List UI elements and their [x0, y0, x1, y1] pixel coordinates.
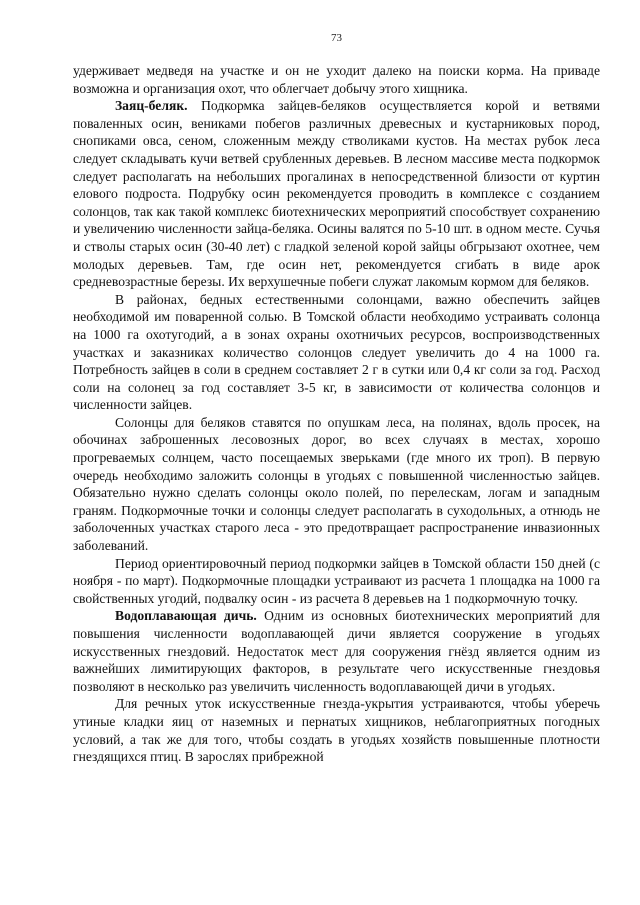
body-text [73, 62, 600, 766]
paragraph-text: удерживает медведя на участке и он не уходит далеко на поиски корма. На приваде возможна и организация охот, что облегчает добычу этого хищника. [73, 63, 600, 96]
paragraph-text: Солонцы для беляков ставятся по опушкам леса, на полянах, вдоль просек, на обочинах заброшенных лесовозных дорог, во всех случаях в местах, хорошо прогреваемых солнцем, часто посещаемых зверьками (где много их троп). В первую очередь необходимо заложить солонцы в угодьях с повышенной численностью зайцев. Обязательно нужно сделать солонцы около полей, по перелескам, логам и западным граням. Подкормочные точки и солонцы следует располагать в суходольных, а отнюдь не заболоченных участках старого леса - это предотвращает распространение инвазионных заболеваний. [73, 414, 600, 554]
paragraph-text: Одним из основных биотехнических мероприятий для повышения численности водоплавающей дичи является сооружение в угодьях искусственных гнездовий. Недостаток мест для сооружения гнёзд является одним из важнейших лимитирующих факторов, в результате чего искусственные гнездовья позволяют в несколько раз увеличить численность водоплавающей дичи в угодьях. [73, 608, 600, 694]
paragraph-salt-placement [73, 414, 600, 555]
paragraph-hare [73, 97, 600, 291]
section-heading-hare: Заяц-беляк. [115, 98, 188, 114]
paragraph-text: Подкормка зайцев-беляков осуществляется корой и ветвями поваленных осин, вениками побегов различных древесных и кустарниковых пород, снопиками овса, сеном, сложенным между стволиками кустов. На местах рубок леса следует складывать кучи ветвей срубленных деревьев. В лесном массиве места подкормок следует располагать на небольших прогалинах в непосредственной близости от куртин елового подроста. Подрубку осин рекомендуется проводить в комплексе с созданием солонцов, так как такой комплекс биотехнических мероприятий способствует сохранению и увеличению численности зайца-беляка. Осины валятся по 5-10 шт. в одном месте. Сучья и стволы старых осин (30-40 лет) с гладкой зеленой корой зайцы обгрызают охотнее, чем молодых деревьев. Там, где осин нет, рекомендуется сгибать в виде арок средневозрастные березы. Их верхушечные побеги служат лакомым кормом для беляков. [73, 98, 600, 290]
paragraph-salt [73, 291, 600, 414]
paragraph-duck-nests [73, 695, 600, 765]
paragraph-text: Для речных уток искусственные гнезда-укрытия устраиваются, чтобы уберечь утиные кладки яиц от наземных и пернатых хищников, неблагоприятных погодных условий, а так же для того, чтобы создать в угодьях хозяйств повышенные плотности гнездящихся птиц. В зарослях прибрежной [73, 696, 600, 765]
page-number: 73 [331, 32, 342, 44]
paragraph-feeding-period [73, 555, 600, 608]
paragraph-text: Период ориентировочный период подкормки зайцев в Томской области 150 дней (с ноября - по март). Подкормочные площадки устраивают из расчета 1 площадка на 1000 га свойственных угодий, подвалку осин - из расчета 8 деревьев на 1 подкормочную точку. [73, 555, 600, 606]
paragraph-text: В районах, бедных естественными солонцами, важно обеспечить зайцев необходимой им поваренной солью. В Томской области необходимо устраивать солонца на 1000 га охотугодий, а в зонах охраны охотничьих ресурсов, воспроизводственных участках и заказниках количество солонцов следует увеличить до 4 на 1000 га. Потребность зайцев в соли в среднем составляет 2 г в сутки или 0,4 кг соли за год. Расход соли на солонец за год составляет 3-5 кг, в зависимости от количества солонцов и численности зайцев. [73, 291, 600, 413]
paragraph-waterfowl [73, 607, 600, 695]
paragraph-continuation [73, 62, 600, 97]
section-heading-waterfowl: Водоплавающая дичь. [115, 608, 257, 624]
